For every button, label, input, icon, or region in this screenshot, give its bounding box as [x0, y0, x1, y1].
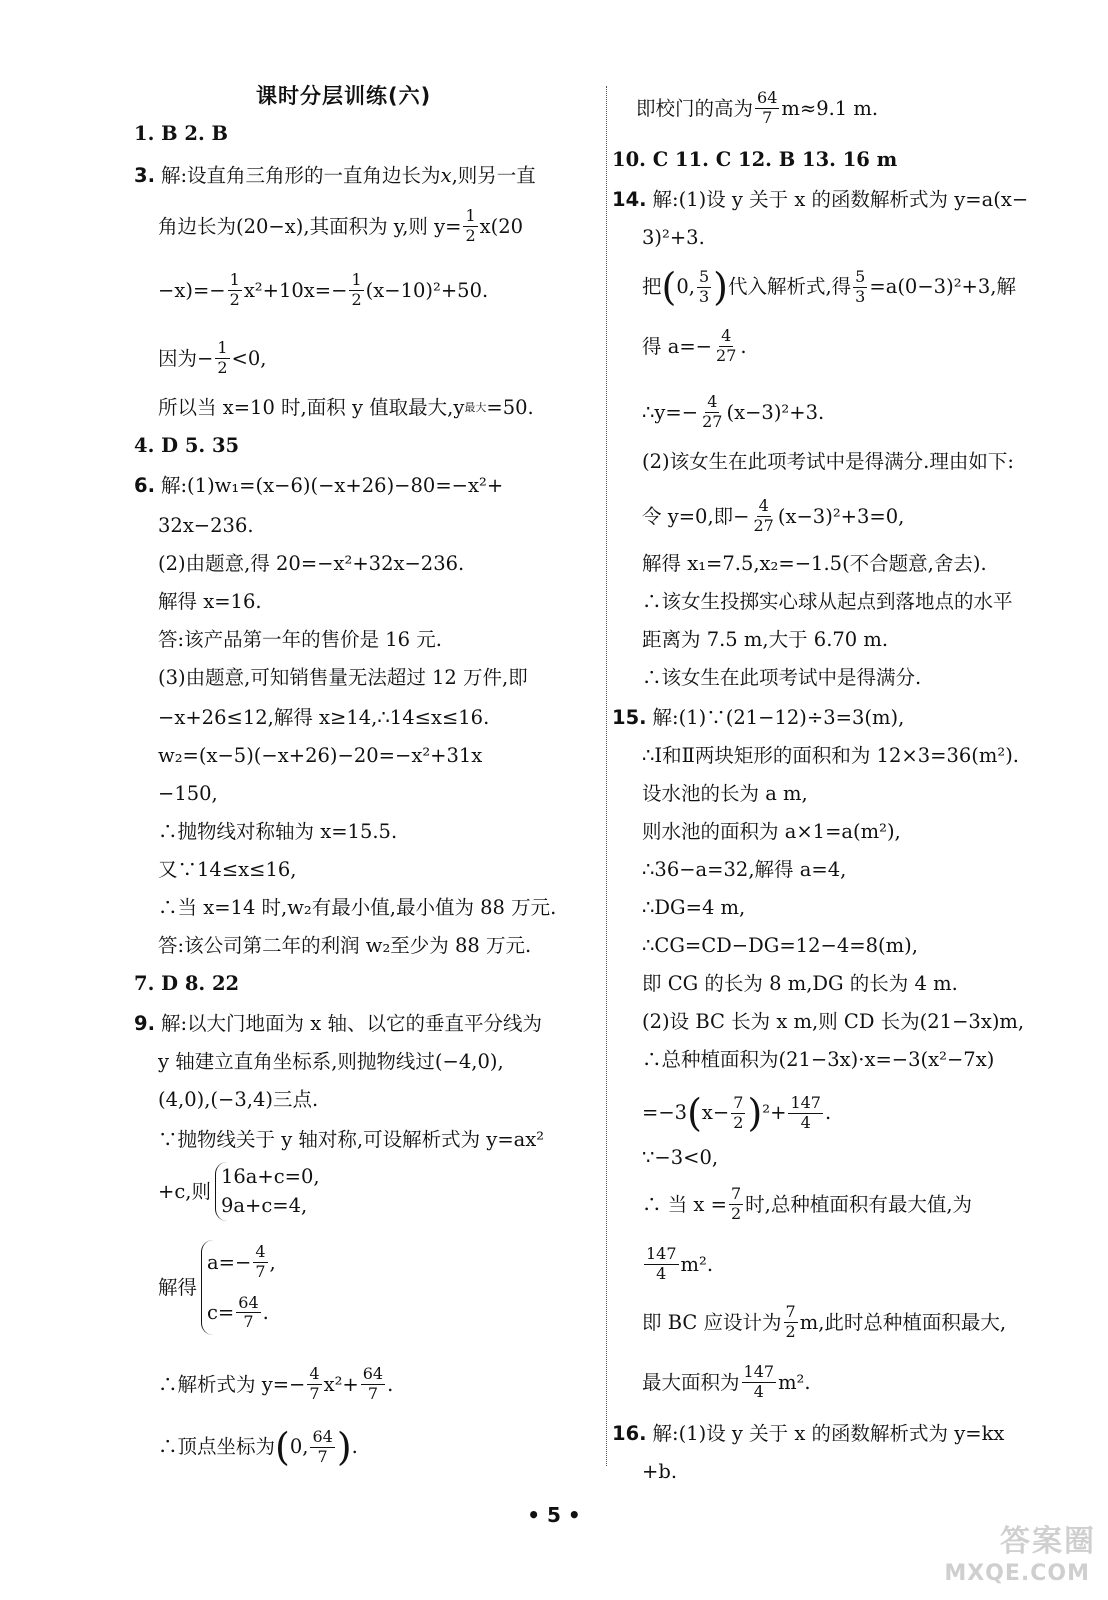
q6-text: w₂=(x−5)(−x+26)−20=−x²+31x	[158, 744, 483, 767]
q9-line-8	[158, 1425, 358, 1469]
answer-10-13	[612, 150, 897, 170]
q15-text: =−3	[642, 1101, 688, 1125]
denominator: 4	[656, 1263, 667, 1283]
q14-text: ∴该女生投掷实心球从起点到落地点的水平	[642, 590, 1013, 613]
q3-number: 3.	[134, 164, 155, 187]
q15-line-14	[642, 1246, 713, 1283]
fraction	[310, 1426, 334, 1466]
q9-line-6	[158, 1240, 276, 1335]
fraction	[307, 1366, 321, 1403]
answer-text: 4. D 5. 35	[134, 434, 240, 457]
answer-7-8	[134, 974, 239, 994]
q3-line-1	[134, 166, 536, 186]
right-paren: )	[336, 1425, 352, 1469]
numerator: 4	[255, 1242, 266, 1261]
q3-text-b: =50.	[486, 396, 534, 419]
q6-text: 答:该公司第二年的利润 w₂至少为 88 万元.	[158, 934, 532, 957]
q14-text: 把	[642, 275, 662, 299]
q6-line-12	[158, 898, 556, 918]
q14-text: 3)²+3.	[642, 226, 705, 249]
fraction	[228, 272, 242, 309]
q6-line-2	[158, 516, 254, 536]
q15-line-16	[642, 1364, 811, 1401]
numerator: 1	[217, 338, 228, 357]
q14-line-9	[642, 592, 1013, 612]
numerator: 4	[721, 326, 732, 345]
q9-line-1	[134, 1014, 542, 1034]
solution-row	[207, 1244, 276, 1281]
q14-text: 0,	[676, 275, 695, 299]
right-paren: )	[713, 265, 728, 309]
q3-text-b: ,则另一直	[451, 164, 536, 187]
q15-line-5	[642, 860, 846, 880]
denominator: 7	[762, 107, 773, 127]
numerator: 64	[362, 1364, 384, 1383]
q6-line-13	[158, 936, 531, 956]
fraction	[700, 394, 724, 431]
numerator: 7	[785, 1302, 796, 1321]
text: m≈9.1 m.	[781, 96, 879, 120]
q3-text: 解:设直角三角形的一直角边长为	[160, 164, 441, 187]
q6-line-5	[158, 630, 442, 650]
denominator: 27	[702, 411, 723, 431]
q9-text-b: x²+	[323, 1372, 359, 1396]
denominator: 27	[753, 515, 774, 535]
q6-line-7	[158, 708, 489, 728]
q3-line-4	[158, 340, 266, 377]
q6-text: (3)由题意,可知销售量无法超过 12 万件,即	[158, 666, 528, 689]
watermark-logo	[906, 1516, 1096, 1586]
q15-number: 15.	[612, 706, 647, 729]
q6-text: −x+26≤12,解得 x≥14,∴14≤x≤16.	[158, 706, 490, 729]
q15-text: 即 BC 应设计为	[642, 1310, 782, 1334]
q14-line-2	[642, 228, 705, 248]
q15-text: .	[824, 1101, 832, 1125]
q15-text: ∴总种植面积为(21−3x)·x=−3(x²−7x)	[642, 1048, 995, 1071]
q9-number: 9.	[134, 1012, 155, 1035]
q9-text: y 轴建立直角坐标系,则抛物线过(−4,0),	[158, 1050, 504, 1073]
q3-text: 因为−	[158, 346, 214, 370]
denominator: 7	[243, 1312, 254, 1332]
solution-row	[207, 1292, 276, 1332]
q15-text: ∴CG=CD−DG=12−4=8(m),	[642, 934, 918, 957]
q9-text-c: .	[387, 1372, 394, 1396]
q14-line-5	[642, 394, 824, 431]
q3-text-b: x(20	[479, 214, 524, 238]
denominator: 27	[716, 345, 737, 365]
numerator: 147	[646, 1244, 677, 1263]
q14-text: 解得 x₁=7.5,x₂=−1.5(不合题意,舍去).	[642, 552, 987, 575]
numerator: 5	[698, 266, 710, 286]
q3-line-2	[158, 208, 523, 245]
q15-text: (2)设 BC 长为 x m,则 CD 长为(21−3x)m,	[642, 1010, 1025, 1033]
q3-var: x	[440, 164, 452, 187]
watermark-line-2: MXQE.COM	[944, 1561, 1090, 1586]
fraction	[731, 1092, 745, 1132]
numerator: 7	[733, 1092, 744, 1112]
q15-text: x−	[701, 1101, 730, 1125]
q3-text: 角边长为(20−x),其面积为 y,则 y=	[158, 214, 462, 238]
fraction	[644, 1246, 679, 1283]
q14-line-7	[642, 498, 904, 535]
left-paren: (	[687, 1091, 702, 1135]
left-paren: (	[275, 1425, 290, 1469]
q6-line-8	[158, 746, 482, 766]
denominator: 2	[229, 289, 240, 309]
fraction	[349, 272, 363, 309]
q15-text: 即 CG 的长为 8 m,DG 的长为 4 m.	[642, 972, 958, 995]
numerator: 147	[743, 1362, 775, 1381]
q14-line-1	[612, 190, 1028, 210]
q15-text: ∴ 当 x =	[642, 1192, 727, 1216]
q15-line-10	[642, 1050, 994, 1070]
sol-text: c=	[207, 1301, 235, 1325]
denominator: 4	[753, 1381, 764, 1401]
sol-text: .	[262, 1301, 269, 1325]
q15-text: ∵−3<0,	[642, 1146, 719, 1169]
q16-text: 解:(1)设 y 关于 x 的函数解析式为 y=kx	[652, 1422, 1005, 1445]
q6-text: 32x−236.	[158, 514, 254, 537]
answer-4-5	[134, 436, 239, 456]
q15-line-7	[642, 936, 918, 956]
q15-text: ²+	[762, 1101, 787, 1125]
q14-number: 14.	[612, 188, 647, 211]
q15-line-2	[642, 746, 1019, 766]
q15-line-1	[612, 708, 904, 728]
denominator: 3	[698, 286, 710, 306]
q3-line-3	[158, 272, 488, 309]
q14-line-4	[642, 328, 747, 365]
q9-text: 解:以大门地面为 x 轴、以它的垂直平分线为	[160, 1012, 542, 1035]
q9-line-3	[158, 1090, 318, 1110]
numerator: 1	[351, 270, 362, 289]
q6-text: 解得 x=16.	[158, 590, 262, 613]
numerator: 64	[238, 1292, 259, 1312]
q6-line-9	[158, 784, 218, 804]
numerator: 4	[758, 496, 769, 515]
answer-text: 7. D 8. 22	[134, 972, 240, 995]
q15-line-8	[642, 974, 958, 994]
q15-text: ∴DG=4 m,	[642, 896, 746, 919]
q9-line-2	[158, 1052, 504, 1072]
fraction	[853, 266, 867, 306]
fraction	[788, 1092, 823, 1132]
fraction	[742, 1364, 777, 1401]
q15-text: m².	[778, 1370, 811, 1394]
numerator: 64	[312, 1426, 333, 1446]
q14-text: 代入解析式,得	[727, 275, 852, 299]
q14-text: ∴该女生在此项考试中是得满分.	[642, 666, 922, 689]
denominator: 7	[367, 1383, 379, 1403]
q14-text: =a(0−3)²+3,解	[869, 275, 1016, 299]
q9-conclusion	[636, 90, 878, 127]
q15-text: 最大面积为	[642, 1370, 740, 1394]
q6-line-4	[158, 592, 262, 612]
q14-line-11	[642, 668, 921, 688]
q16-line-1	[612, 1424, 1004, 1444]
q3-text-c: (x−10)²+50.	[365, 278, 489, 302]
answer-text: 10. C 11. C 12. B 13. 16 m	[612, 148, 898, 171]
q15-text: ∴Ⅰ和Ⅱ两块矩形的面积和为 12×3=36(m²).	[642, 744, 1019, 767]
equation-row: 16a+c=0,	[220, 1165, 320, 1188]
page-title: 课时分层训练(六)	[256, 84, 432, 108]
q14-text: (2)该女生在此项考试中是得满分.理由如下:	[642, 450, 1014, 473]
q14-line-8	[642, 554, 987, 574]
q9-text: ∴解析式为 y=−	[158, 1372, 306, 1396]
fraction	[253, 1244, 267, 1281]
q6-text: ∴当 x=14 时,w₂有最小值,最小值为 88 万元.	[158, 896, 557, 919]
fraction	[361, 1366, 385, 1403]
q15-line-3	[642, 784, 808, 804]
denominator: 7	[309, 1383, 320, 1403]
sol-text: a=−	[207, 1250, 252, 1274]
fraction	[714, 328, 738, 365]
q3-text-b: <0,	[231, 346, 267, 370]
q14-line-6	[642, 452, 1014, 472]
denominator: 2	[217, 357, 228, 377]
q15-text: 则水池的面积为 a×1=a(m²),	[642, 820, 901, 843]
q15-line-12	[642, 1148, 718, 1168]
q16-text: +b.	[642, 1460, 678, 1483]
column-divider	[606, 86, 607, 1466]
numerator: 4	[309, 1364, 320, 1383]
denominator: 2	[785, 1321, 796, 1341]
sol-text: ,	[269, 1250, 276, 1274]
left-paren: (	[661, 265, 677, 309]
q9-line-4	[158, 1130, 544, 1150]
q6-text: 解:(1)w₁=(x−6)(−x+26)−80=−x²+	[160, 474, 504, 497]
denominator: 3	[855, 286, 866, 306]
denominator: 2	[730, 1203, 742, 1223]
q15-text: 设水池的长为 a m,	[642, 782, 808, 805]
denominator: 4	[800, 1112, 811, 1132]
numerator: 1	[465, 206, 476, 225]
q6-line-11	[158, 860, 297, 880]
numerator: 147	[790, 1092, 821, 1112]
q3-text: −x)=−	[158, 278, 226, 302]
q6-text: (2)由题意,得 20=−x²+32x−236.	[158, 552, 465, 575]
solution-system	[201, 1240, 276, 1335]
denominator: 2	[465, 225, 476, 245]
q6-text: −150,	[158, 782, 218, 805]
q6-text: 答:该产品第一年的售价是 16 元.	[158, 628, 442, 651]
q14-text: 令 y=0,即−	[642, 504, 750, 528]
q6-line-6	[158, 668, 528, 688]
q14-line-3	[642, 265, 1016, 309]
q14-text: (x−3)²+3=0,	[777, 504, 905, 528]
q3-text-b: x²+10x=−	[243, 278, 348, 302]
fraction	[755, 90, 779, 127]
q14-text: (x−3)²+3.	[726, 400, 825, 424]
q14-text: ∴y=−	[642, 400, 699, 424]
q9-text-b: 0,	[289, 1435, 309, 1459]
fraction	[752, 498, 776, 535]
q15-text: ∴36−a=32,解得 a=4,	[642, 858, 847, 881]
page-number: • 5 •	[527, 1503, 581, 1527]
equation-row: 9a+c=4,	[220, 1194, 308, 1218]
q15-text: m².	[680, 1252, 714, 1276]
fraction	[697, 266, 711, 306]
q14-text: 解:(1)设 y 关于 x 的函数解析式为 y=a(x−	[652, 188, 1029, 211]
answer-text: 1. B 2. B	[134, 122, 229, 145]
q14-line-10	[642, 630, 888, 650]
denominator: 7	[317, 1446, 328, 1466]
q9-text: ∵抛物线关于 y 轴对称,可设解析式为 y=ax²	[158, 1128, 545, 1151]
fraction	[729, 1186, 743, 1223]
q3-line-5: 所以当 x=10 时,面积 y 值取最大,y 最大 =50.	[158, 396, 534, 419]
denominator: 2	[351, 289, 362, 309]
q3-text: 所以当 x=10 时,面积 y 值取最大,y	[158, 396, 465, 419]
numerator: 7	[730, 1184, 742, 1203]
numerator: 4	[707, 392, 718, 411]
fraction	[215, 340, 229, 377]
q15-line-4	[642, 822, 901, 842]
q15-text: m,此时总种植面积最大,	[799, 1310, 1007, 1334]
watermark-line-1: 答案圈	[1000, 1524, 1096, 1559]
text: 即校门的高为	[636, 96, 754, 120]
q14-text: 距离为 7.5 m,大于 6.70 m.	[642, 628, 889, 651]
q6-line-1	[134, 476, 503, 496]
q6-line-3	[158, 554, 464, 574]
numerator: 1	[229, 270, 240, 289]
denominator: 7	[255, 1261, 266, 1281]
q15-text: 时,总种植面积有最大值,为	[745, 1192, 973, 1216]
q14-text: 得 a=−	[642, 334, 713, 358]
q16-line-2	[642, 1462, 677, 1482]
fraction	[463, 208, 477, 245]
q15-line-9	[642, 1012, 1024, 1032]
numerator: 64	[757, 88, 778, 107]
fraction	[236, 1292, 260, 1332]
q9-text-c: .	[351, 1435, 358, 1459]
q15-line-13	[642, 1186, 972, 1223]
q15-line-11	[642, 1091, 832, 1135]
q6-text: ∴抛物线对称轴为 x=15.5.	[158, 820, 398, 843]
denominator: 2	[733, 1112, 744, 1132]
answer-1-2	[134, 124, 228, 144]
equation-system	[215, 1162, 320, 1221]
q9-line-5	[158, 1162, 320, 1221]
q15-text: 解:(1)∵(21−12)÷3=3(m),	[652, 706, 905, 729]
q9-line-7	[158, 1366, 393, 1403]
numerator: 5	[855, 266, 866, 286]
fraction	[784, 1304, 798, 1341]
right-paren: )	[747, 1091, 763, 1135]
q16-number: 16.	[612, 1422, 647, 1445]
q15-line-15	[642, 1304, 1006, 1341]
q9-text: (4,0),(−3,4)三点.	[158, 1088, 319, 1111]
q9-text: ∴顶点坐标为	[158, 1435, 276, 1459]
q6-line-10	[158, 822, 397, 842]
q15-line-6	[642, 898, 745, 918]
q6-number: 6.	[134, 474, 155, 497]
q6-text: 又∵14≤x≤16,	[158, 858, 297, 881]
q14-text: .	[740, 334, 747, 358]
q9-text: +c,则	[158, 1179, 211, 1203]
q9-text: 解得	[158, 1275, 198, 1299]
